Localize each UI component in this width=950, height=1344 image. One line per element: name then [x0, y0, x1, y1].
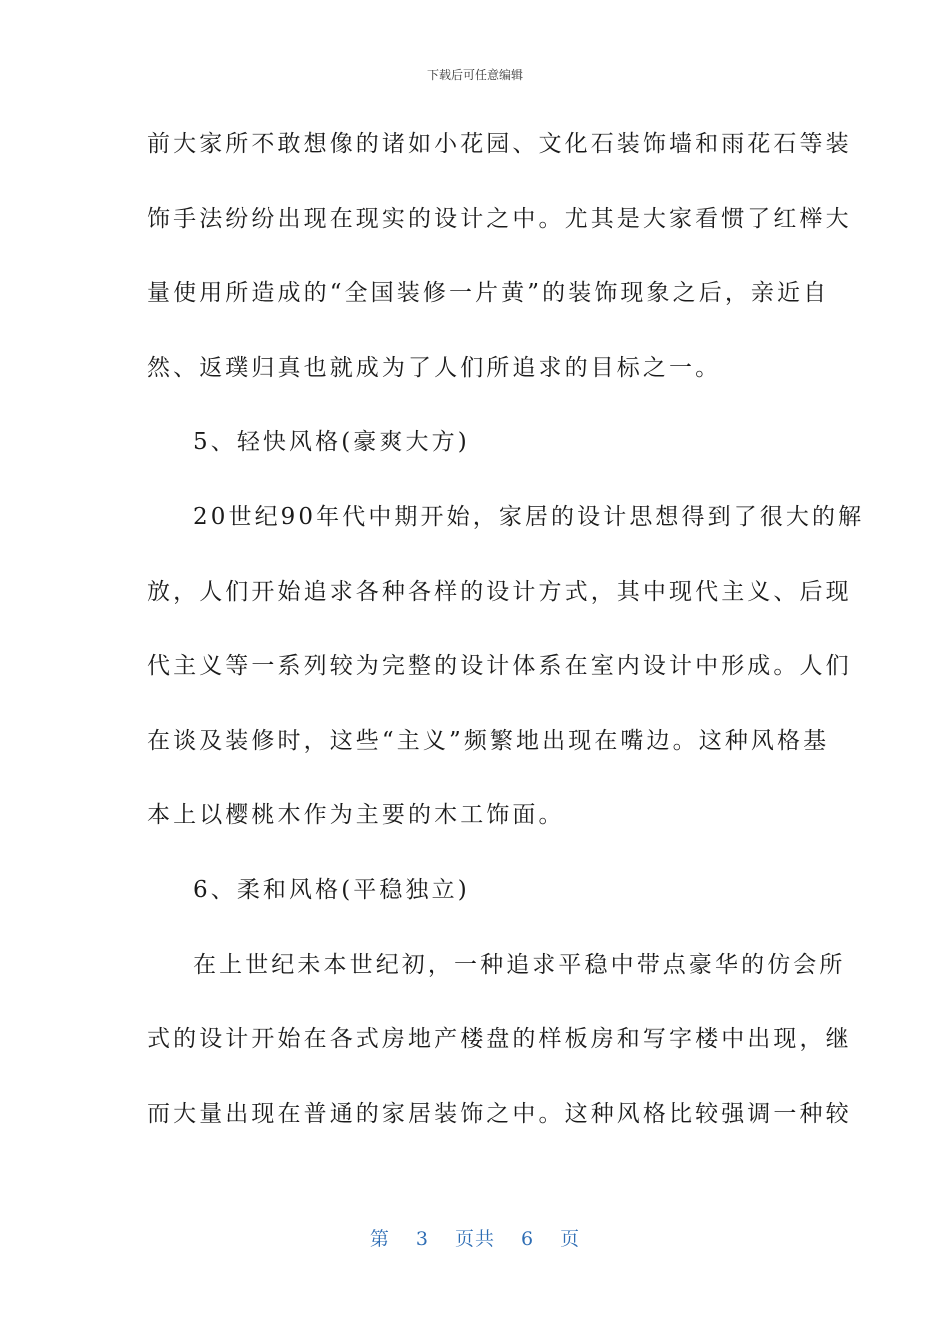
- section-heading: 6、柔和风格(平稳独立): [193, 876, 470, 903]
- document-body: [147, 122, 865, 1166]
- footer-suffix: 页: [560, 1228, 581, 1250]
- page-footer: [0, 1224, 950, 1251]
- paragraph-line: 饰手法纷纷出现在现实的设计之中。尤其是大家看惯了红榉大: [147, 205, 852, 232]
- paragraph-line: 然、返璞归真也就成为了人们所追求的目标之一。: [147, 354, 722, 381]
- total-pages-number: 6: [521, 1228, 535, 1250]
- paragraph-line: 式的设计开始在各式房地产楼盘的样板房和写字楼中出现，继: [147, 1026, 852, 1053]
- paragraph-line: 在谈及装修时，这些“主义”频繁地出现在嘴边。这种风格基: [147, 727, 830, 754]
- paragraph-line: 放，人们开始追求各种各样的设计方式，其中现代主义、后现: [147, 578, 852, 605]
- footer-middle: 页共: [454, 1228, 495, 1250]
- paragraph-line: 而大量出现在普通的家居装饰之中。这种风格比较强调一种较: [147, 1100, 852, 1127]
- footer-prefix: 第: [369, 1228, 390, 1250]
- paragraph-line: 量使用所造成的“全国装修一片黄”的装饰现象之后，亲近自: [147, 280, 830, 307]
- paragraph-line: 在上世纪未本世纪初，一种追求平稳中带点豪华的仿会所: [193, 951, 846, 978]
- current-page-number: 3: [415, 1228, 429, 1250]
- page-header: 下载后可任意编辑: [426, 68, 523, 82]
- paragraph-line: 代主义等一系列较为完整的设计体系在室内设计中形成。人们: [147, 653, 852, 680]
- paragraph-line: 前大家所不敢想像的诸如小花园、文化石装饰墙和雨花石等装: [147, 131, 852, 157]
- paragraph-line: 本上以樱桃木作为主要的木工饰面。: [147, 802, 565, 829]
- section-heading: 5、轻快风格(豪爽大方): [193, 429, 470, 456]
- paragraph-line: 20世纪90年代中期开始，家居的设计思想得到了很大的解: [193, 503, 865, 530]
